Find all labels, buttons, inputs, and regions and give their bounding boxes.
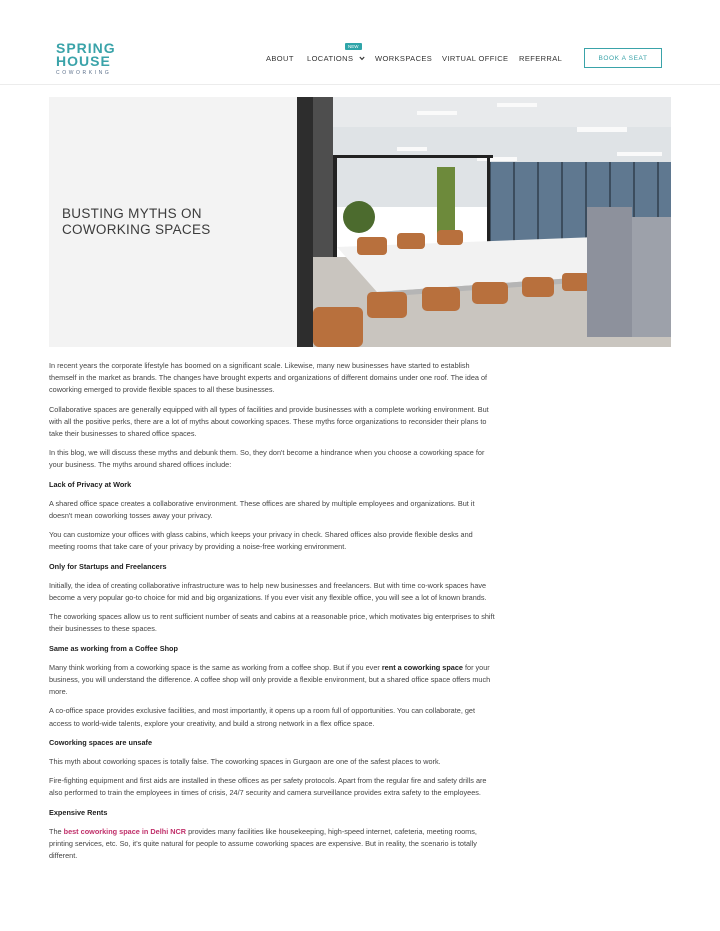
nav-virtual-office[interactable]: VIRTUAL OFFICE xyxy=(442,54,509,63)
chevron-down-icon xyxy=(359,56,365,61)
paragraph: In recent years the corporate lifestyle has boomed on a significant scale. Likewise, many new businesses have started to establish themself in the market as brands. The changes have brought experts and organizations of different domains under one roof. The idea of coworking emerged to provide flexible spaces to all these businesses. xyxy=(49,361,488,395)
page-title: BUSTING MYTHS ON COWORKING SPACES xyxy=(62,206,211,237)
section-heading: Expensive Rents xyxy=(49,807,108,817)
paragraph xyxy=(49,826,499,863)
paragraph: Collaborative spaces are generally equipped with all types of facilities and provide businesses with a complete working environment. But with all the positive perks, there are a lot of myths about coworking spaces. These myths force organizations to reconsider their plans to take their businesses to shared office spaces. xyxy=(49,404,489,439)
text: The xyxy=(49,826,64,836)
paragraph: Fire-fighting equipment and first aids are installed in these offices as per safety protocols. Apart from the regular fire and safety drills are also performed to train the employees in times of crisis, 24/7 security and camera surveillance provides extra safety to the employees. xyxy=(49,776,487,798)
coworking-office-photo xyxy=(297,97,671,347)
paragraph: A shared office space creates a collaborative environment. These offices are shared by multiple employees and organizations. But it doesn't mean coworking tosses away your privacy. xyxy=(49,498,475,521)
paragraph: In this blog, we will discuss these myths and debunk them. So, they don't become a hindrance when you choose a coworking space for your business. The myths around shared offices include: xyxy=(49,448,485,470)
logo-line-3: COWORKING xyxy=(56,70,112,76)
section-heading: Same as working from a Coffee Shop xyxy=(49,643,178,653)
book-a-seat-button[interactable]: BOOK A SEAT xyxy=(584,48,662,68)
best-coworking-link[interactable]: best coworking space in Delhi NCR xyxy=(63,826,187,836)
paragraph: The coworking spaces allow us to rent sufficient number of seats and cabins at a reasonable price, which motivates big enterprises to shift their businesses to these spaces. xyxy=(49,612,495,634)
section-heading: Coworking spaces are unsafe xyxy=(49,737,153,747)
nav-locations-label: LOCATIONS xyxy=(307,54,354,63)
nav-locations[interactable] xyxy=(307,54,365,63)
section-heading: Lack of Privacy at Work xyxy=(49,479,132,489)
paragraph xyxy=(49,662,499,699)
paragraph: A co-office space provides exclusive facilities, and most importantly, it opens up a room full of opportunities. You can collaborate, get access to world-wide talents, explore your creativity, and build a strong network in a flex office space. xyxy=(49,706,476,728)
nav-about[interactable]: ABOUT xyxy=(266,54,294,63)
new-badge: NEW xyxy=(345,43,362,50)
text: Many think working from a coworking space is the same as working from a coffee shop. But if you ever xyxy=(49,662,382,672)
nav-referral[interactable]: REFERRAL xyxy=(519,54,563,63)
paragraph: This myth about coworking spaces is totally false. The coworking spaces in Gurgaon are one of the safest places to work. xyxy=(49,757,441,767)
nav-workspaces[interactable]: WORKSPACES xyxy=(375,54,433,63)
text: for your business, you will understand the difference. A coffee shop will only provide a flexible environment, but a shared office space offers much more. xyxy=(49,662,491,697)
logo-line-2: HOUSE xyxy=(56,53,111,69)
site-header xyxy=(0,0,720,85)
text: provides many facilities like housekeeping, high-speed internet, cafeteria, meeting rooms, printing services, etc. So, it's quite natural for people to assume coworking spaces are expensive. But in reality, the scenario is totally different. xyxy=(49,826,477,861)
section-heading: Only for Startups and Freelancers xyxy=(49,561,167,571)
bold-phrase: rent a coworking space xyxy=(381,662,463,672)
paragraph: You can customize your offices with glass cabins, which keeps your privacy in check. Shared offices also provide flexible desks and meeting rooms that take care of your privacy by providing a noise-free working environment. xyxy=(49,530,473,552)
spring-house-logo[interactable] xyxy=(56,42,116,76)
logo-line-1: SPRING xyxy=(56,40,116,56)
paragraph: Initially, the idea of creating collaborative infrastructure was to help new businesses and freelancers. But with time co-work spaces have become a very popular go-to choice for mid and big organizations. If you ever visit any flexible office, you will see a lot of known brands. xyxy=(49,580,487,603)
article-body xyxy=(49,360,499,870)
